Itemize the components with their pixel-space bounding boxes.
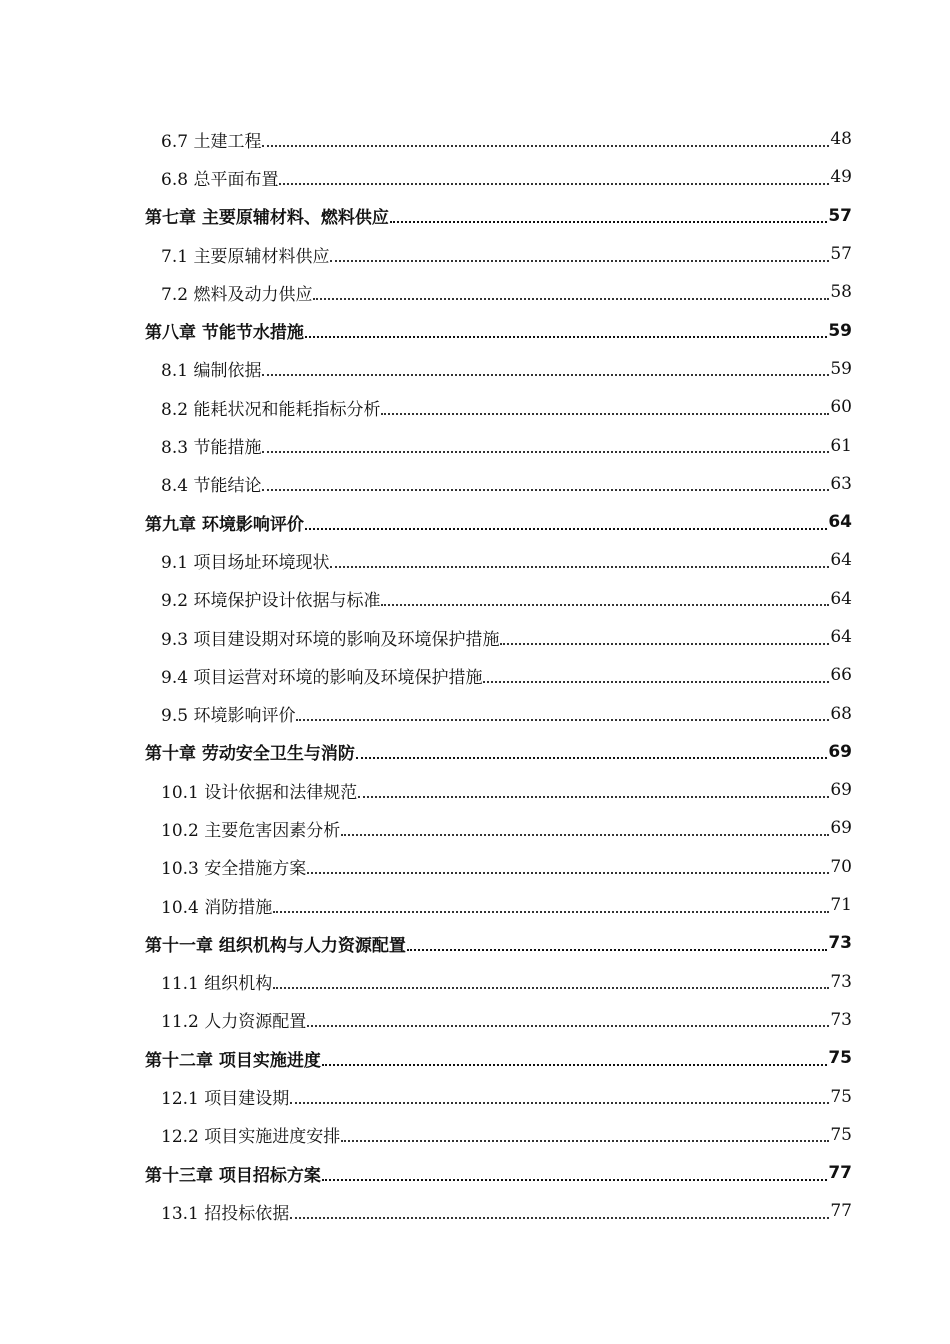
toc-page-number: 73 [830, 1009, 852, 1030]
toc-entry-title: 第八章 节能节水措施 [145, 323, 304, 344]
dot-leader [305, 527, 827, 530]
toc-entry-title: 10.3 安全措施方案 [161, 859, 307, 880]
toc-page-number: 73 [828, 933, 852, 954]
dot-leader [500, 642, 829, 645]
toc-entry-title: 11.2 人力资源配置 [161, 1012, 307, 1033]
toc-section-entry[interactable] [145, 465, 852, 503]
dot-leader [307, 871, 829, 874]
toc-page-number: 49 [830, 167, 852, 188]
toc-entry-title: 9.1 项目场址环境现状 [161, 552, 330, 573]
dot-leader [341, 833, 829, 836]
toc-entry-title: 第十章 劳动安全卫生与消防 [145, 744, 355, 765]
toc-page-number: 69 [830, 780, 852, 801]
toc-section-entry[interactable] [145, 1192, 852, 1230]
toc-page-number: 63 [830, 473, 852, 494]
toc-page-number: 75 [828, 1048, 852, 1069]
toc-page-number: 57 [828, 205, 852, 226]
toc-chapter-entry[interactable] [145, 924, 852, 962]
toc-page-number: 61 [830, 435, 852, 456]
toc-entry-title: 7.2 燃料及动力供应 [161, 284, 313, 305]
dot-leader [341, 1139, 829, 1142]
toc-page-number: 68 [830, 703, 852, 724]
toc-page-number: 64 [830, 550, 852, 571]
toc-page-number: 58 [830, 282, 852, 303]
dot-leader [322, 1178, 827, 1181]
dot-leader [305, 335, 827, 338]
toc-page-number: 66 [830, 665, 852, 686]
dot-leader [356, 756, 827, 759]
toc-page-number: 71 [830, 895, 852, 916]
dot-leader [290, 1216, 829, 1219]
table-of-contents [145, 120, 852, 1231]
toc-entry-title: 9.3 项目建设期对环境的影响及环境保护措施 [161, 629, 500, 650]
dot-leader [262, 144, 829, 147]
toc-chapter-entry[interactable] [145, 311, 852, 349]
toc-page-number: 60 [830, 397, 852, 418]
toc-page-number: 64 [828, 512, 852, 533]
toc-chapter-entry[interactable] [145, 1154, 852, 1192]
toc-section-entry[interactable] [145, 771, 852, 809]
toc-entry-title: 6.7 土建工程 [161, 131, 262, 152]
dot-leader [262, 450, 829, 453]
toc-page-number: 57 [830, 244, 852, 265]
toc-entry-title: 8.1 编制依据 [161, 361, 262, 382]
toc-section-entry[interactable] [145, 120, 852, 158]
dot-leader [390, 220, 827, 223]
toc-page-number: 69 [828, 741, 852, 762]
toc-chapter-entry[interactable] [145, 197, 852, 235]
toc-entry-title: 第九章 环境影响评价 [145, 514, 304, 535]
toc-entry-title: 10.1 设计依据和法律规范 [161, 782, 358, 803]
dot-leader [290, 1101, 829, 1104]
toc-section-entry[interactable] [145, 158, 852, 196]
dot-leader [296, 718, 829, 721]
toc-entry-title: 第十三章 项目招标方案 [145, 1165, 321, 1186]
toc-entry-title: 13.1 招投标依据 [161, 1203, 290, 1224]
dot-leader [313, 297, 829, 300]
toc-page-number: 75 [830, 1086, 852, 1107]
toc-section-entry[interactable] [145, 426, 852, 464]
toc-section-entry[interactable] [145, 694, 852, 732]
toc-section-entry[interactable] [145, 618, 852, 656]
dot-leader [262, 373, 829, 376]
toc-entry-title: 第十二章 项目实施进度 [145, 1050, 321, 1071]
dot-leader [358, 795, 829, 798]
dot-leader [483, 680, 829, 683]
toc-page-number: 73 [830, 971, 852, 992]
toc-entry-title: 第七章 主要原辅材料、燃料供应 [145, 208, 389, 229]
toc-section-entry[interactable] [145, 656, 852, 694]
toc-entry-title: 8.4 节能结论 [161, 476, 262, 497]
toc-page-number: 59 [830, 358, 852, 379]
dot-leader [330, 259, 829, 262]
toc-chapter-entry[interactable] [145, 503, 852, 541]
toc-page-number: 64 [830, 588, 852, 609]
toc-entry-title: 10.2 主要危害因素分析 [161, 820, 341, 841]
dot-leader [381, 412, 829, 415]
dot-leader [307, 1024, 829, 1027]
toc-section-entry[interactable] [145, 580, 852, 618]
toc-section-entry[interactable] [145, 963, 852, 1001]
toc-entry-title: 12.2 项目实施进度安排 [161, 1127, 341, 1148]
toc-page-number: 77 [830, 1201, 852, 1222]
toc-entry-title: 8.3 节能措施 [161, 438, 262, 459]
toc-section-entry[interactable] [145, 273, 852, 311]
dot-leader [279, 182, 829, 185]
toc-chapter-entry[interactable] [145, 1039, 852, 1077]
toc-entry-title: 8.2 能耗状况和能耗指标分析 [161, 399, 381, 420]
toc-page-number: 75 [830, 1124, 852, 1145]
toc-entry-title: 9.2 环境保护设计依据与标准 [161, 591, 381, 612]
toc-entry-title: 11.1 组织机构 [161, 974, 273, 995]
toc-section-entry[interactable] [145, 886, 852, 924]
dot-leader [262, 488, 829, 491]
toc-entry-title: 6.8 总平面布置 [161, 169, 279, 190]
dot-leader [330, 565, 829, 568]
toc-page-number: 69 [830, 818, 852, 839]
toc-section-entry[interactable] [145, 809, 852, 847]
toc-section-entry[interactable] [145, 848, 852, 886]
dot-leader [273, 986, 829, 989]
toc-entry-title: 9.5 环境影响评价 [161, 706, 296, 727]
toc-section-entry[interactable] [145, 1116, 852, 1154]
dot-leader [381, 603, 829, 606]
toc-entry-title: 10.4 消防措施 [161, 897, 273, 918]
toc-entry-title: 第十一章 组织机构与人力资源配置 [145, 935, 406, 956]
toc-page-number: 70 [830, 856, 852, 877]
toc-chapter-entry[interactable] [145, 733, 852, 771]
toc-entry-title: 9.4 项目运营对环境的影响及环境保护措施 [161, 667, 483, 688]
toc-section-entry[interactable] [145, 1077, 852, 1115]
toc-entry-title: 12.1 项目建设期 [161, 1089, 290, 1110]
toc-page-number: 64 [830, 627, 852, 647]
toc-page-number: 59 [828, 320, 852, 341]
toc-section-entry[interactable] [145, 1001, 852, 1039]
dot-leader [322, 1063, 827, 1066]
toc-section-entry[interactable] [145, 541, 852, 579]
toc-entry-title: 7.1 主要原辅材料供应 [161, 246, 330, 267]
toc-section-entry[interactable] [145, 350, 852, 388]
toc-section-entry[interactable] [145, 388, 852, 426]
toc-section-entry[interactable] [145, 235, 852, 273]
toc-page-number: 48 [830, 129, 852, 150]
dot-leader [407, 948, 827, 951]
dot-leader [273, 910, 829, 913]
toc-page-number: 77 [828, 1163, 852, 1184]
